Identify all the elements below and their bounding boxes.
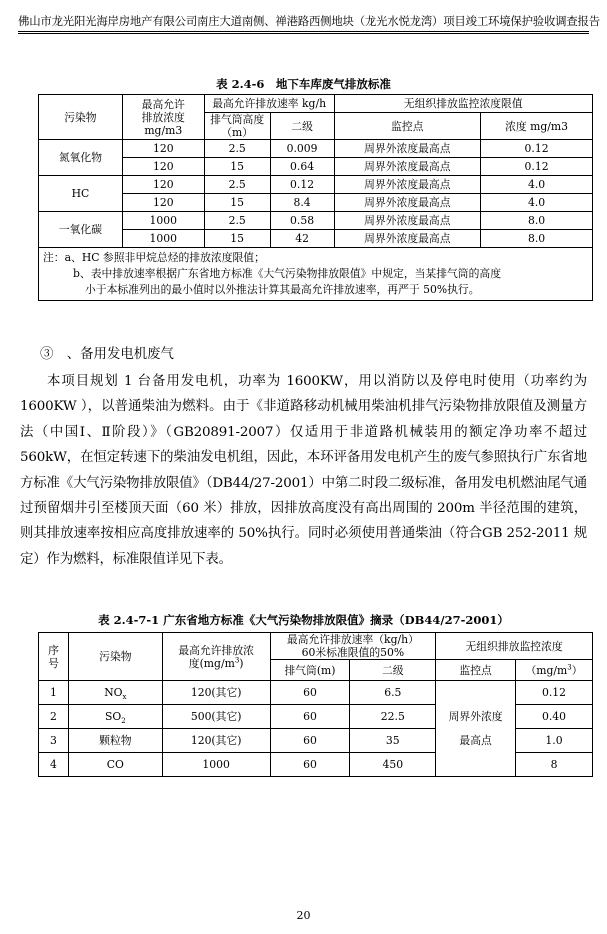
rate-cell: 42 — [270, 230, 334, 248]
table-row — [39, 176, 593, 194]
table1 — [38, 94, 593, 301]
stack-cell: 60 — [270, 681, 350, 705]
pollutant-cell: 氮氧化物 — [39, 140, 123, 176]
section-heading: ③ 、备用发电机废气 — [40, 347, 174, 362]
t1-header-point: 监控点 — [334, 113, 481, 140]
conc-cell: 1000 — [122, 230, 204, 248]
t2-header-point: 监控点 — [436, 660, 516, 681]
stack-cell: 2.5 — [204, 176, 270, 194]
rate-cell: 22.5 — [350, 705, 436, 729]
rate-cell: 0.58 — [270, 212, 334, 230]
rate-cell: 6.5 — [350, 681, 436, 705]
page-header: 佛山市龙光阳光海岸房地产有限公司南庄大道南侧、禅港路西侧地块（龙光水悦龙湾）项目竣工环境保护验收调查报告 — [18, 14, 589, 32]
t1-header-pollutant: 污染物 — [39, 95, 123, 140]
t1-header-level2: 二级 — [270, 113, 334, 140]
table2 — [38, 632, 593, 777]
conc-cell: 120 — [122, 158, 204, 176]
point-cell: 周界外浓度最高点 — [334, 158, 481, 176]
pollutant-cell: $SO_2$ — [68, 705, 162, 729]
fconc-cell: 0.12 — [481, 140, 593, 158]
t2-header-stack: 排气筒(m) — [270, 660, 350, 681]
point-merged-cell: 周界外浓度 最高点 — [436, 681, 516, 777]
stack-cell: 15 — [204, 194, 270, 212]
note-b2: 小于本标准列出的最小值时以外推法计算其最高允许排放速率，再严于 50%执行。 — [85, 283, 480, 296]
fconc-cell: 0.40 — [516, 705, 593, 729]
table1-notes — [39, 248, 593, 301]
pollutant-cell: 颗粒物 — [68, 729, 162, 753]
fconc-cell: 8 — [516, 753, 593, 777]
table-row — [39, 158, 593, 176]
fconc-cell: 1.0 — [516, 729, 593, 753]
table-row — [39, 681, 593, 705]
no-cell: 2 — [39, 705, 69, 729]
t2-header-conc: 最高允许排放浓 度$(mg/m^3)$ — [162, 633, 270, 681]
rate-cell: 35 — [350, 729, 436, 753]
pollutant-cell: CO — [68, 753, 162, 777]
t2-header-pollutant: 污染物 — [68, 633, 162, 681]
note-a: 注：a、HC 参照非甲烷总烃的排放浓度限值； — [43, 251, 265, 264]
point-cell: 周界外浓度最高点 — [334, 212, 481, 230]
t2-header-no: 序 号 — [39, 633, 69, 681]
t2-header-fugitive: 无组织排放监控浓度 — [436, 633, 593, 660]
table-row — [39, 194, 593, 212]
t2-header-level2: 二级 — [350, 660, 436, 681]
page-number: 20 — [296, 909, 311, 922]
t2-header-unit: $(mg/m^3)$ — [516, 660, 593, 681]
t2-header-rate: 最高允许排放速率（kg/h） 60米标准限值的50% — [270, 633, 436, 660]
conc-cell: 120 — [122, 176, 204, 194]
pollutant-cell: 一氧化碳 — [39, 212, 123, 248]
conc-cell: 120(其它) — [162, 681, 270, 705]
fconc-cell: 0.12 — [516, 681, 593, 705]
point-cell: 周界外浓度最高点 — [334, 176, 481, 194]
no-cell: 3 — [39, 729, 69, 753]
pollutant-cell: $NO_x$ — [68, 681, 162, 705]
t1-header-fugitive: 无组织排放监控浓度限值 — [334, 95, 592, 113]
point-cell: 周界外浓度最高点 — [334, 140, 481, 158]
conc-cell: 1000 — [122, 212, 204, 230]
stack-cell: 15 — [204, 230, 270, 248]
rate-cell: 450 — [350, 753, 436, 777]
fconc-cell: 4.0 — [481, 194, 593, 212]
t1-header-rate: 最高允许排放速率 kg/h — [204, 95, 334, 113]
point-cell: 周界外浓度最高点 — [334, 230, 481, 248]
conc-cell: 1000 — [162, 753, 270, 777]
t1-header-fconc: 浓度 mg/m3 — [481, 113, 593, 140]
fconc-cell: 0.12 — [481, 158, 593, 176]
table-row — [39, 212, 593, 230]
rate-cell: 0.12 — [270, 176, 334, 194]
no-cell: 1 — [39, 681, 69, 705]
rate-cell: 0.64 — [270, 158, 334, 176]
table2-title: 表 2.4-7-1 广东省地方标准《大气污染物排放限值》摘录（DB44/27-2001） — [98, 613, 509, 627]
stack-cell: 60 — [270, 753, 350, 777]
stack-cell: 2.5 — [204, 140, 270, 158]
body-paragraph: 本项目规划 1 台备用发电机，功率为 1600KW，用以消防以及停电时使用（功率约为1600KW ），以普通柴油为燃料。由于《非道路移动机械用柴油机排气污染物排放限值及测量方法（中国Ⅰ、Ⅱ阶段）》（GB20891-2007）仅适用于非道路机械装用的额定净功率不超过 560kW，在恒定转速下的柴油发电机组，因此，本环评备用发电机产生的废气参照执行广东省地方标准《大气污染物排放限值》（DB44/27-2001）中第二时段二级标准，备用发电机燃油尾气通过预留烟井引至楼顶天面（60 米）排放，因排放高度没有高出周围的 200m 半径范围的建筑，则其排放速率按相应高度排放速率的 50%执行。同时必须使用普通柴油（符合GB 252-2011 规定）作为燃料，标准限值详见下表。 — [20, 374, 587, 567]
conc-cell: 120 — [122, 194, 204, 212]
conc-cell: 120(其它) — [162, 729, 270, 753]
rate-cell: 0.009 — [270, 140, 334, 158]
t1-header-conc: 最高允许 排放浓度 mg/m3 — [122, 95, 204, 140]
fconc-cell: 4.0 — [481, 176, 593, 194]
stack-cell: 60 — [270, 705, 350, 729]
conc-cell: 500(其它) — [162, 705, 270, 729]
point-cell: 周界外浓度最高点 — [334, 194, 481, 212]
rate-cell: 8.4 — [270, 194, 334, 212]
note-b1: b、表中排放速率根据广东省地方标准《大气污染物排放限值》中规定，当某排气筒的高度 — [73, 267, 501, 280]
no-cell: 4 — [39, 753, 69, 777]
stack-cell: 15 — [204, 158, 270, 176]
fconc-cell: 8.0 — [481, 230, 593, 248]
stack-cell: 2.5 — [204, 212, 270, 230]
table-row — [39, 140, 593, 158]
fconc-cell: 8.0 — [481, 212, 593, 230]
stack-cell: 60 — [270, 729, 350, 753]
t1-header-stack: 排气筒高度 （m） — [204, 113, 270, 140]
table-row — [39, 230, 593, 248]
table1-title: 表 2.4-6 地下车库废气排放标准 — [216, 77, 391, 91]
pollutant-cell: HC — [39, 176, 123, 212]
conc-cell: 120 — [122, 140, 204, 158]
